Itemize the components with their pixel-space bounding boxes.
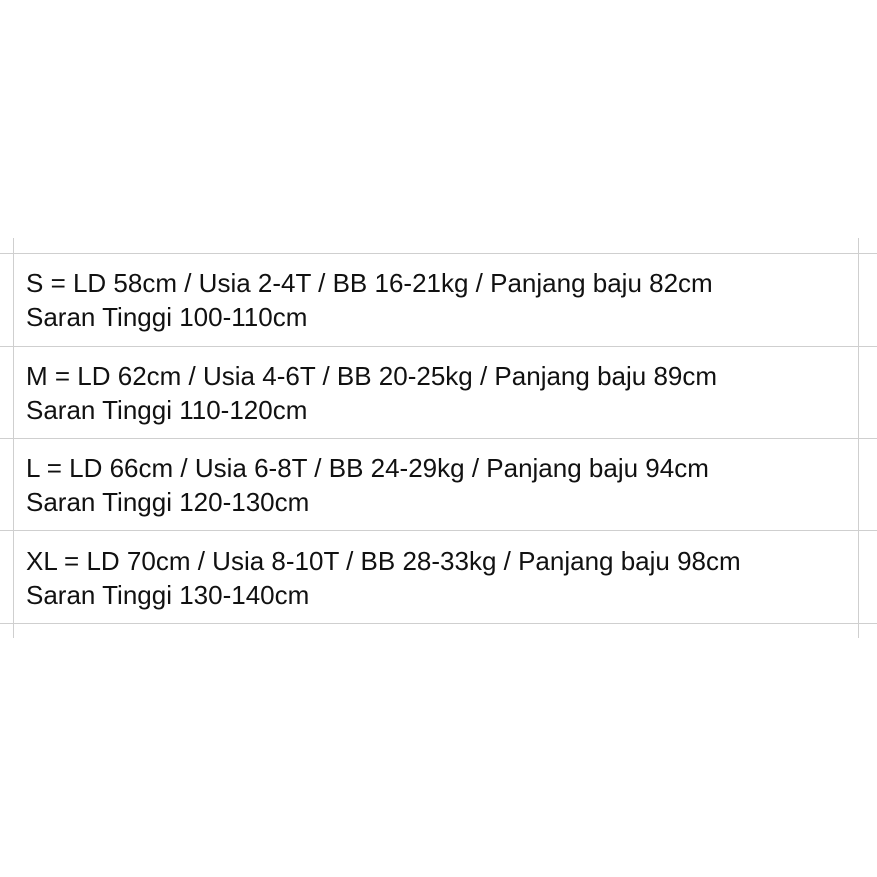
table-row-divider [0, 623, 877, 624]
table-row-divider [0, 253, 877, 254]
size-row-s [26, 266, 856, 334]
size-row-height: Saran Tinggi 100-110cm [26, 302, 308, 332]
table-row-divider [0, 438, 877, 439]
size-row-height: Saran Tinggi 130-140cm [26, 580, 310, 610]
size-row-height: Saran Tinggi 120-130cm [26, 487, 310, 517]
size-row-measurements: M = LD 62cm / Usia 4-6T / BB 20-25kg / Panjang baju 89cm [26, 361, 718, 391]
size-row-l [26, 451, 856, 519]
table-row-divider [0, 346, 877, 347]
size-row-height: Saran Tinggi 110-120cm [26, 395, 308, 425]
size-row-m [26, 359, 856, 427]
size-row-measurements: L = LD 66cm / Usia 6-8T / BB 24-29kg / Panjang baju 94cm [26, 453, 709, 483]
size-row-xl [26, 544, 856, 612]
table-row-divider [0, 530, 877, 531]
size-row-measurements: S = LD 58cm / Usia 2-4T / BB 16-21kg / Panjang baju 82cm [26, 268, 713, 298]
size-row-measurements: XL = LD 70cm / Usia 8-10T / BB 28-33kg / Panjang baju 98cm [26, 546, 741, 576]
